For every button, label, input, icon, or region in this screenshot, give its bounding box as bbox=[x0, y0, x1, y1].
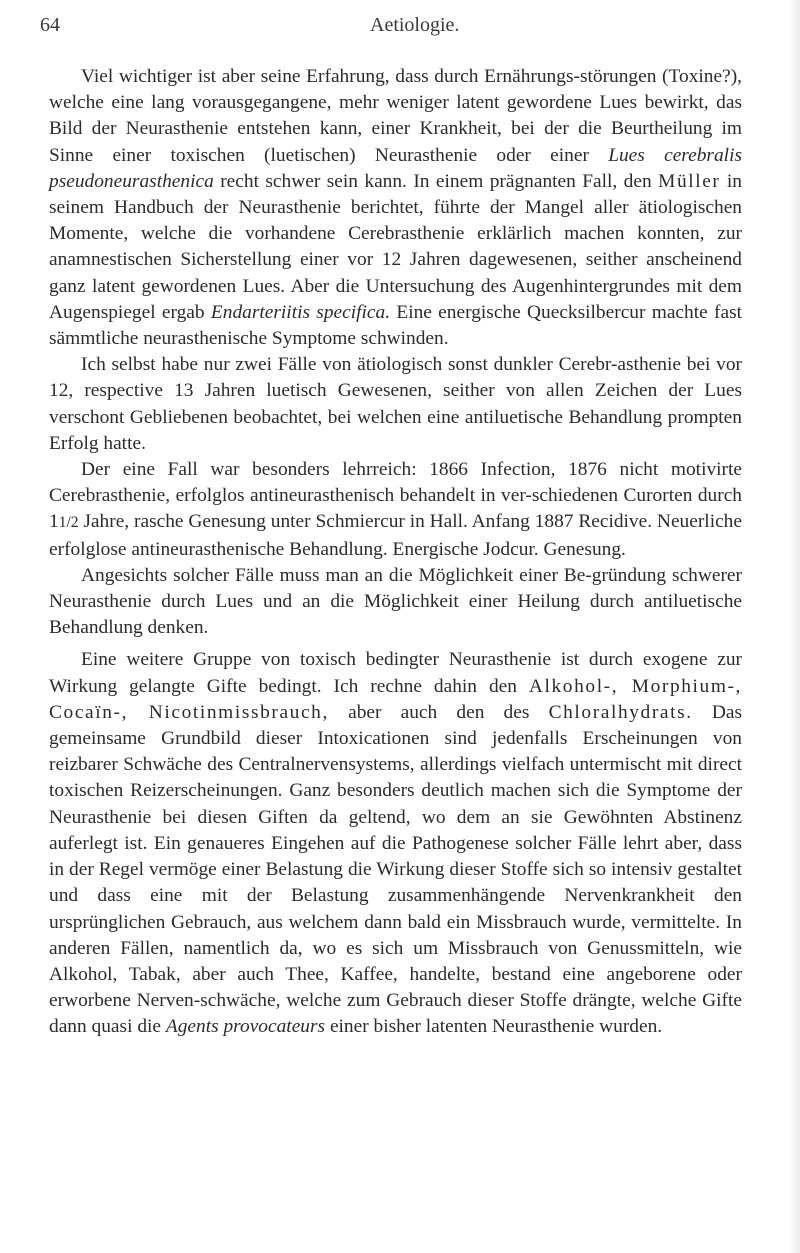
page-edge-shadow bbox=[788, 0, 800, 1253]
text-run: Ich selbst habe nur zwei Fälle von ätiologisch sonst dunkler Cerebr-asthenie bei vor 12, respective 13 Jahren luetisch Gewesenen, seither von allen Zeichen der Lues verschont Gebliebenen beobachtet, bei welchen eine antiluetische Behandlung prompten Erfolg hatte. bbox=[49, 354, 742, 454]
text-run: in seinem Handbuch der Neurasthenie berichtet, führte der Mangel aller ätiologischen Momente, welche die vorhandene Cerebrasthenie erklärlich machen konnten, zur anamnestischen Sicherstellung einer vor 12 Jahren dagewesenen, seither anscheinend ganz latent gewordenen Lues. Aber die Untersuchung des Augenhintergrundes mit dem Augenspiegel ergab bbox=[49, 170, 742, 323]
text-run: Das gemeinsame Grundbild dieser Intoxicationen sind jedenfalls Erscheinungen von reizbarer Schwäche des Centralnervensystems, allerdings vielfach untermischt mit direct toxischen Reizerscheinungen. Ganz besonders deutlich machen sich die Symptome der Neurasthenie bei diesen Giften da geltend, wo dem an sie Gewöhnten Abstinenz auferlegt ist. Ein genaueres Eingehen auf die Pathogenese solcher Fälle lehrt aber, dass in der Regel vermöge einer Belastung die Wirkung dieser Stoffe sich so intensiv gestaltet und dass eine mit der Belastung zusammenhängende Nervenkrankheit den ursprünglichen Gebrauch, aus welchem dann bald ein Missbrauch wurde, vermittelte. In anderen Fällen, namentlich da, wo es sich um Missbrauch von Genussmitteln, wie Alkohol, Tabak, aber auch Thee, Kaffee, handelte, bestand eine angeborene oder erworbene Nerven-schwäche, welche zum Gebrauch dieser Stoffe drängte, welche Gifte dann quasi die bbox=[49, 701, 742, 1038]
text-run: Eine energische Quecksilbercur machte fast sämmtliche neurasthenische Symptome schwinden. bbox=[49, 301, 742, 350]
text-run: Eine weitere Gruppe von toxisch bedingter Neurasthenie ist durch exogene zur Wirkung gelangte Gifte bedingt. Ich rechne dahin den bbox=[49, 649, 742, 697]
text-run: Endarteriitis specifica. bbox=[210, 301, 391, 323]
paragraph-3 bbox=[49, 457, 742, 563]
text-run: Angesichts solcher Fälle muss man an die Möglichkeit einer Be-gründung schwerer Neurasthenie durch Lues und an die Möglichkeit einer Heilung durch antiluetische Behandlung denken. bbox=[49, 564, 742, 639]
text-run: Viel wichtiger ist aber seine Erfahrung, dass durch Ernährungs-störungen (Toxine?), welche eine lang vorausgegangene, mehr weniger latent gewordene Lues bewirkt, das Bild der Neurasthenie entstehen kann, einer Krankheit, bei der die Beurtheilung im Sinne einer toxischen (luetischen) Neurasthenie oder einer bbox=[49, 66, 742, 166]
body-text bbox=[49, 64, 742, 1041]
text-run: Lues cerebralis pseudoneurasthenica bbox=[49, 144, 742, 192]
text-run: 1/2 bbox=[58, 514, 79, 532]
text-run: recht schwer sein kann. In einem prägnanten Fall, den bbox=[213, 170, 659, 192]
paragraph-5 bbox=[49, 647, 742, 1040]
page-number: 64 bbox=[40, 14, 60, 36]
paragraph-4 bbox=[49, 563, 742, 642]
text-run: aber auch den des bbox=[328, 701, 549, 723]
text-run: einer bisher latenten Neurasthenie wurden. bbox=[325, 1016, 663, 1038]
text-run: Jahre, rasche Genesung unter Schmiercur in Hall. Anfang 1887 Recidive. Neuerliche erfolglose antineurasthenische Behandlung. Energische Jodcur. Genesung. bbox=[49, 511, 742, 560]
running-head: Aetiologie. bbox=[370, 14, 460, 36]
text-run: Der eine Fall war besonders lehrreich: 1866 Infection, 1876 nicht motivirte Cerebrasthenie, erfolglos antineurasthenisch behandelt in ver-schiedenen Curorten durch 1 bbox=[49, 459, 742, 533]
text-run: Alkohol-, Morphium-, Cocaïn-, Nicotinmissbrauch, bbox=[49, 675, 743, 723]
text-run: Agents provocateurs bbox=[165, 1016, 326, 1038]
paragraph-2 bbox=[49, 352, 742, 457]
page-header bbox=[40, 10, 740, 44]
text-run: Chloralhydrats. bbox=[548, 701, 693, 723]
text-run: Müller bbox=[658, 170, 721, 192]
paragraph-1 bbox=[49, 64, 742, 352]
